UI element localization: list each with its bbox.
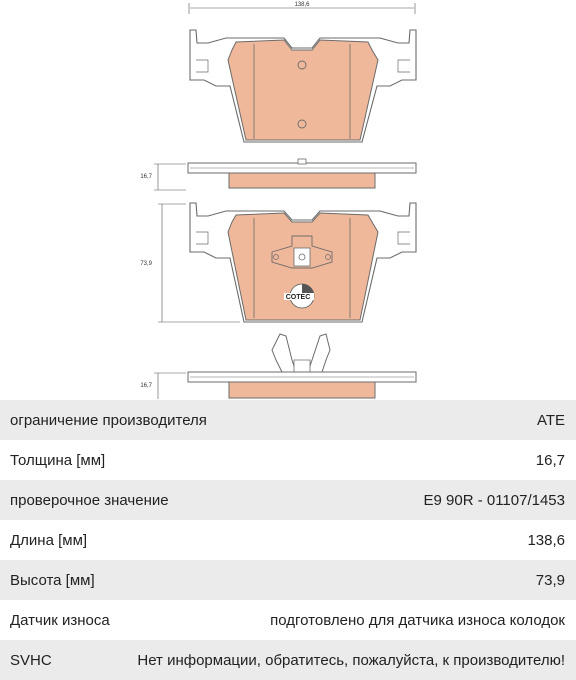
spec-row-svhc: [0, 640, 576, 680]
pad-side-view-2: [154, 334, 416, 399]
cotec-logo-text: COTEC: [285, 294, 311, 301]
spec-row-thickness: [0, 440, 576, 480]
spec-label: проверочное значение: [10, 491, 169, 509]
pad-front-view-1: [190, 30, 416, 142]
spec-value: подготовлено для датчика износа колодок: [270, 611, 565, 629]
pad-side-view-1: [154, 159, 416, 190]
spec-value: E9 90R - 01107/1453: [423, 491, 565, 509]
spec-label: Толщина [мм]: [10, 451, 106, 469]
spec-value: 138,6: [527, 531, 565, 549]
spec-row-manufacturer-restriction: [0, 400, 576, 440]
spec-value: 73,9: [535, 571, 565, 589]
spec-table: [0, 400, 576, 680]
length-dimension-label: 138,6: [294, 2, 310, 8]
thickness-dimension-label-top: 16,7: [140, 174, 152, 180]
spec-value: Нет информации, обратитесь, пожалуйста, к производителю!: [137, 651, 565, 669]
spec-value: ATE: [536, 411, 565, 429]
spec-label: SVHC: [10, 651, 52, 669]
height-dimension-label: 73,9: [140, 261, 152, 267]
spec-label: Датчик износа: [10, 611, 110, 629]
spec-label: Высота [мм]: [10, 571, 95, 589]
spec-row-height: [0, 560, 576, 600]
spec-value: 16,7: [535, 451, 565, 469]
spec-row-test-value: [0, 480, 576, 520]
spec-row-wear-sensor: [0, 600, 576, 640]
spec-label: Длина [мм]: [10, 531, 88, 549]
spec-row-length: [0, 520, 576, 560]
spec-label: ограничение производителя: [10, 411, 207, 429]
thickness-dimension-label-bottom: 16,7: [140, 383, 152, 389]
